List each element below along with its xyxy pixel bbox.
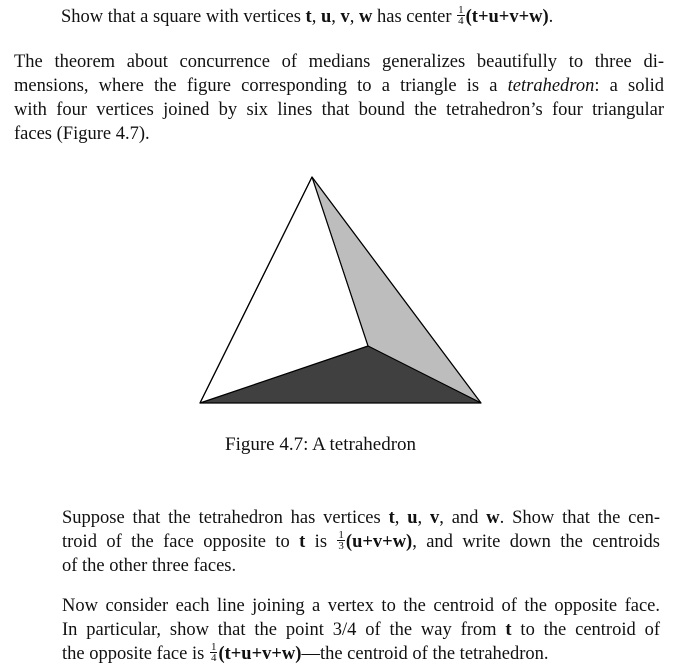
vertex-t: t [505,620,512,640]
exercise-tetrahedron-centroid [62,594,660,666]
text: the opposite face is [62,644,209,664]
vertex-w: w [486,508,500,528]
vector-sum: (t+u+v+w) [465,7,549,27]
fraction [337,530,345,551]
text: to the centroid of [511,620,660,640]
fraction-denominator: 4 [210,652,217,665]
text: In particular, show that the point 3/4 of the way from [62,620,506,640]
vertex-t: t [388,508,395,528]
vertex-t: t [305,7,312,27]
vertex-u: u [320,7,332,27]
separator: , and [439,508,487,528]
intro-line: with four vertices joined by six lines that bound the tetrahedron’s four triangular [14,100,664,120]
separator: , [311,7,321,27]
vertex-w: w [359,7,373,27]
fraction-denominator: 3 [338,540,344,553]
vertex-t: t [299,532,306,552]
separator: , [331,7,341,27]
exercise-line: Now consider each line joining a vertex to the centroid of the opposite face. [62,596,660,616]
text: is [305,532,337,552]
intro-paragraph [14,50,664,146]
exercise-line [62,642,660,666]
separator: , [394,508,408,528]
intro-text: : a solid [594,76,664,96]
fraction-denominator: 4 [458,15,464,28]
intro-line: The theorem about concurrence of medians generalizes beautifully to three di- [14,52,664,72]
fraction [457,5,465,26]
text: Suppose that the tetrahedron has vertices [62,508,389,528]
fraction-numerator: 1 [458,4,464,17]
exercise-line [62,530,660,554]
separator: , [349,7,360,27]
intro-line [14,74,664,98]
text: , and write down the centroids [412,532,661,552]
text: —the centroid of the tetrahedron. [301,644,549,664]
vertex-u: u [407,508,418,528]
intro-line: faces (Figure 4.7). [14,124,150,144]
fraction-numerator: 1 [210,641,217,654]
tetrahedron-figure [195,172,485,407]
exercise-square-center [61,5,661,29]
fraction [210,642,218,663]
vertex-v: v [430,508,440,528]
vector-sum: (t+u+v+w) [218,644,302,664]
separator: , [417,508,430,528]
text: Show that a square with vertices [61,7,306,27]
text: has center [372,7,457,27]
fraction-numerator: 1 [338,529,344,542]
exercise-line: of the other three faces. [62,556,237,576]
exercise-face-centroid [62,506,660,578]
vertex-v: v [340,7,350,27]
vector-sum: (u+v+w) [345,532,413,552]
term-tetrahedron: tetrahedron [507,76,595,96]
intro-text: mensions, where the figure corresponding to a triangle is a [14,76,508,96]
text: troid of the face opposite to [62,532,300,552]
exercise-line [62,506,660,530]
text: . [548,7,554,27]
exercise-line [62,618,660,642]
text: . Show that the cen- [499,508,661,528]
figure-caption: Figure 4.7: A tetrahedron [225,434,417,455]
